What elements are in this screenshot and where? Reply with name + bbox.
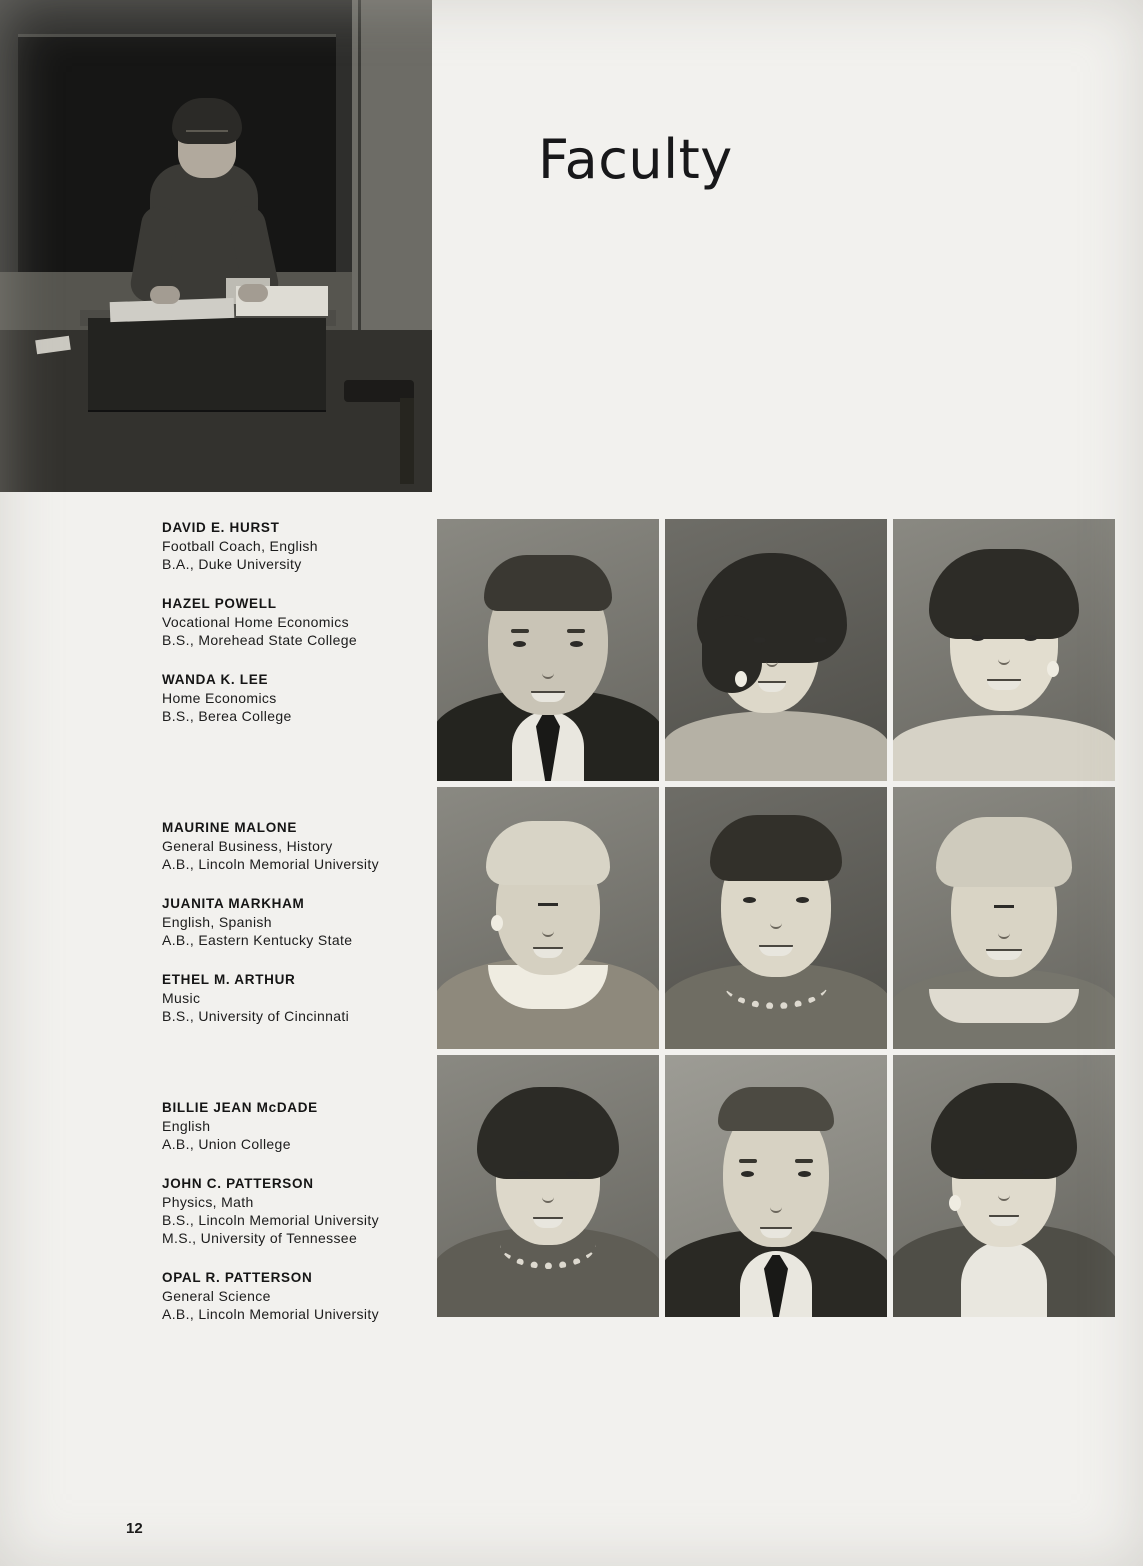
faculty-entry [162, 594, 412, 649]
faculty-detail: Football Coach, English [162, 538, 318, 554]
faculty-name: JUANITA MARKHAM [162, 896, 305, 911]
portrait-grid [437, 519, 1115, 1317]
faculty-name: ETHEL M. ARTHUR [162, 972, 296, 987]
portrait-john-c-patterson [665, 1055, 887, 1317]
faculty-entry [162, 818, 412, 873]
faculty-name: JOHN C. PATTERSON [162, 1176, 314, 1191]
faculty-entry [162, 1174, 412, 1247]
portrait-wanda-k-lee [893, 519, 1115, 781]
portrait-billie-jean-mcdade [437, 1055, 659, 1317]
faculty-entry [162, 1268, 412, 1323]
faculty-detail: B.S., Morehead State College [162, 632, 358, 648]
faculty-name: BILLIE JEAN McDADE [162, 1100, 318, 1115]
portrait-juanita-markham [665, 787, 887, 1049]
portrait-ethel-m-arthur [893, 787, 1115, 1049]
portrait-opal-r-patterson [893, 1055, 1115, 1317]
student-chair-leg [400, 398, 414, 484]
faculty-detail: B.A., Duke University [162, 556, 302, 572]
teacher-glasses [186, 130, 228, 141]
wall-right [352, 0, 432, 330]
faculty-detail: A.B., Lincoln Memorial University [162, 1306, 379, 1322]
faculty-detail: English, Spanish [162, 914, 272, 930]
faculty-name: HAZEL POWELL [162, 596, 277, 611]
teacher-hand-right [238, 284, 268, 302]
faculty-detail: Music [162, 990, 201, 1006]
faculty-entry [162, 1098, 412, 1153]
teacher-hand-left [150, 286, 180, 304]
faculty-detail: A.B., Lincoln Memorial University [162, 856, 379, 872]
portrait-hazel-powell [665, 519, 887, 781]
faculty-entry [162, 894, 412, 949]
faculty-detail: A.B., Union College [162, 1136, 291, 1152]
classroom-photo [0, 0, 432, 492]
faculty-name: MAURINE MALONE [162, 820, 298, 835]
faculty-list-block-3 [162, 1098, 412, 1344]
faculty-detail: B.S., Lincoln Memorial University [162, 1212, 379, 1228]
page-number: 12 [126, 1520, 143, 1537]
faculty-name: WANDA K. LEE [162, 672, 269, 687]
faculty-detail: Physics, Math [162, 1194, 254, 1210]
faculty-name: OPAL R. PATTERSON [162, 1270, 313, 1285]
faculty-detail: Home Economics [162, 690, 277, 706]
faculty-detail: General Business, History [162, 838, 333, 854]
desk [88, 318, 326, 410]
faculty-entry [162, 518, 412, 573]
faculty-name: DAVID E. HURST [162, 520, 280, 535]
faculty-list-block-2 [162, 818, 412, 1046]
faculty-detail: General Science [162, 1288, 271, 1304]
faculty-list-block-1 [162, 518, 412, 746]
page-title: Faculty [538, 128, 733, 191]
faculty-detail: B.S., University of Cincinnati [162, 1008, 350, 1024]
faculty-detail: Vocational Home Economics [162, 614, 349, 630]
faculty-detail: English [162, 1118, 211, 1134]
faculty-entry [162, 670, 412, 725]
portrait-david-e-hurst [437, 519, 659, 781]
portrait-maurine-malone [437, 787, 659, 1049]
faculty-detail: M.S., University of Tennessee [162, 1230, 358, 1246]
faculty-detail: B.S., Berea College [162, 708, 292, 724]
faculty-entry [162, 970, 412, 1025]
faculty-detail: A.B., Eastern Kentucky State [162, 932, 353, 948]
